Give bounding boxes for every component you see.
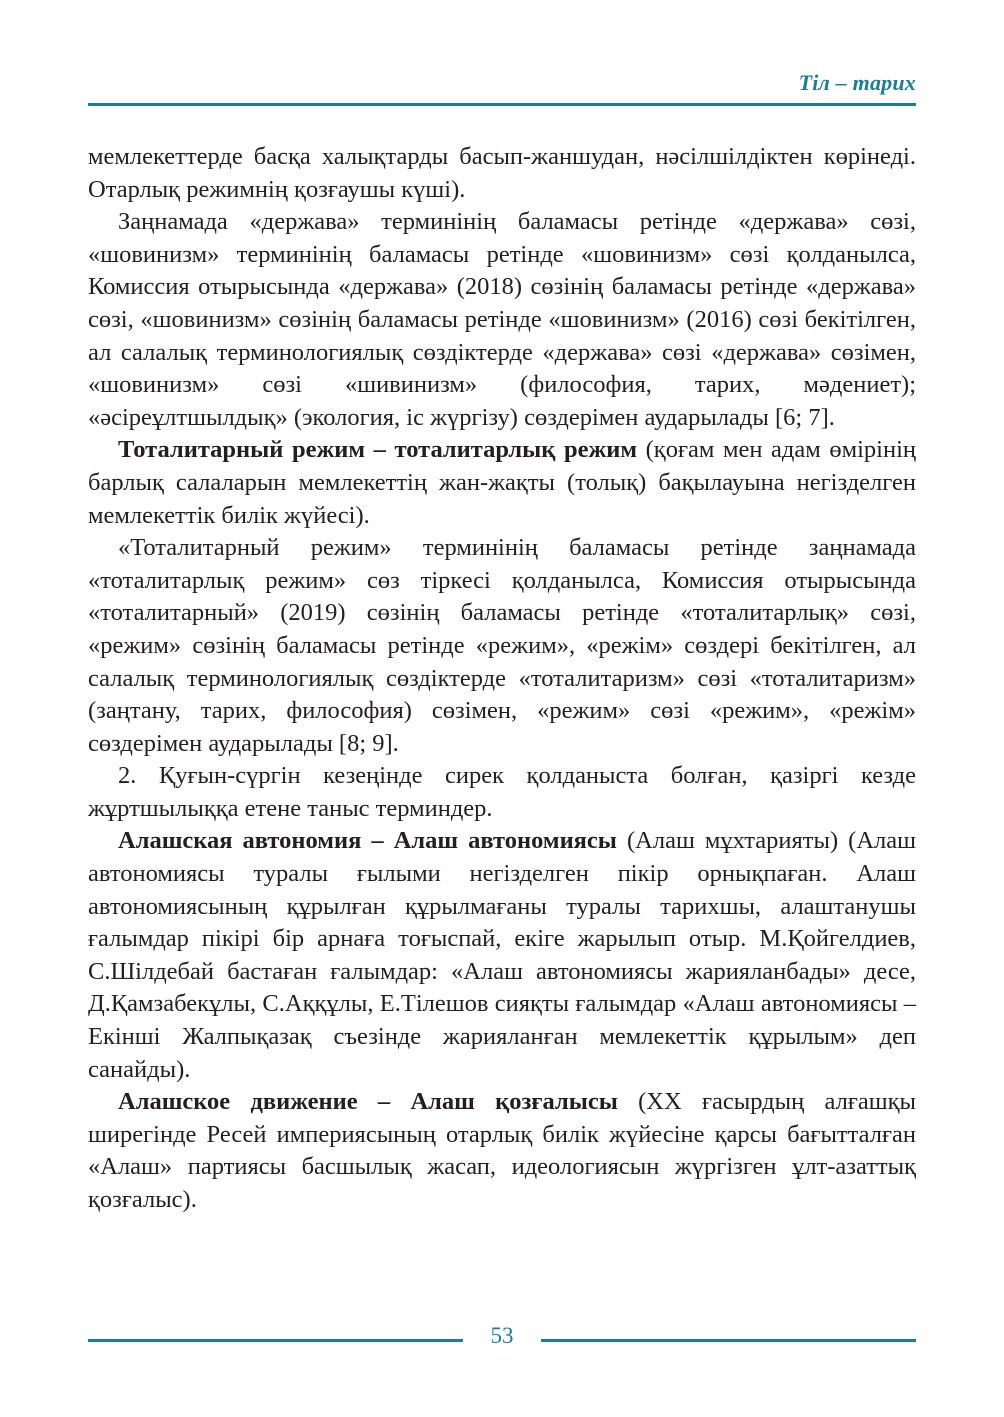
page-body [88, 141, 916, 1217]
page-number: 53 [490, 1323, 514, 1348]
term-totalitarian-regime: Тоталитарный режим – тоталитарлық режим [118, 436, 638, 464]
footer-rule-left [88, 1339, 463, 1342]
definition-alash-movement: (ХХ ғасырдың алғашқы ширегінде Ресей империясының отарлық билік жүйесіне қарсы бағытталған «Алаш» партиясы басшылық жасап, идеологиясын жүргізген ұлт-азаттық қозғалыс). [88, 1088, 916, 1213]
term-alash-movement: Алашское движение – Алаш қозғалысы [118, 1088, 618, 1116]
paragraph-6 [88, 825, 916, 1086]
term-alash-autonomy: Алашская автономия – Алаш автономиясы [118, 827, 617, 855]
paragraph-2: Заңнамада «держава» терминінің баламасы ретінде «держава» сөзі, «шовинизм» терминінің баламасы ретінде «шовинизм» сөзі қолданылса, Комиссия отырысында «держава» (2018) сөзінің баламасы ретінде «держава» сөзі, «шовинизм» сөзінің баламасы ретінде «шовинизм» (2016) сөзі бекітілген, ал салалық терминологиялық сөздіктерде «держава» сөзі «держава» сөзімен, «шовинизм» сөзі «шивинизм» (философия, тарих, мәдениет); «әсіреұлтшылдық» (экология, іс жүргізу) сөздерімен аударылады [6; 7]. [88, 208, 916, 431]
paragraph-7 [88, 1086, 916, 1216]
paragraph-4: «Тоталитарный режим» терминінің баламасы ретінде заңнамада «тоталитарлық режим» сөз тіркесі қолданылса, Комиссия отырысында «тоталитарный» (2019) сөзінің баламасы ретінде «тоталитарлық» сөзі, «режим» сөзінің баламасы ретінде «режим», «режім» сөздері бекітілген, ал салалық терминологиялық сөздіктерде «тоталитаризм» сөзі «тоталитаризм» (заңтану, тарих, философия) сөзімен, «режим» сөзі «режим», «режім» сөздерімен аударылады [8; 9]. [88, 534, 916, 757]
definition-totalitarian-regime: (қоғам мен адам өмірінің барлық салаларын мемлекеттің жан-жақты (толық) бақылауына негізделген мемлекеттік билік жүйесі). [88, 436, 916, 529]
paragraph-5: 2. Қуғын-сүргін кезеңінде сирек қолданыста болған, қазіргі кезде жұртшылыққа етене таныс терминдер. [88, 762, 916, 822]
paragraph-1: мемлекеттерде басқа халықтарды басып-жаншудан, нәсілшілдіктен көрінеді. Отарлық режимнің қозғаушы күші). [88, 143, 916, 203]
footer-rule-right [541, 1339, 916, 1342]
running-title: Тіл – тарих [798, 70, 916, 95]
definition-alash-autonomy: (Алаш мұхтарияты) (Алаш автономиясы туралы ғылыми негізделген пікір орнықпаған. Алаш автономиясының құрылған құрылмағаны туралы тарихшы, алаштанушы ғалымдар пікірі бір арнаға тоғыспай, екіге жарылып отыр. М.Қойгелдиев, С.Шілдебай бастаған ғалымдар: «Алаш автономиясы жарияланбады» десе, Д.Қамзабекұлы, С.Аққұлы, Е.Тілешов сияқты ғалымдар «Алаш автономиясы – Екінші Жалпықазақ съезінде жарияланған мемлекеттік құрылым» деп санайды). [88, 827, 916, 1083]
header-rule [88, 103, 916, 106]
paragraph-3 [88, 434, 916, 532]
